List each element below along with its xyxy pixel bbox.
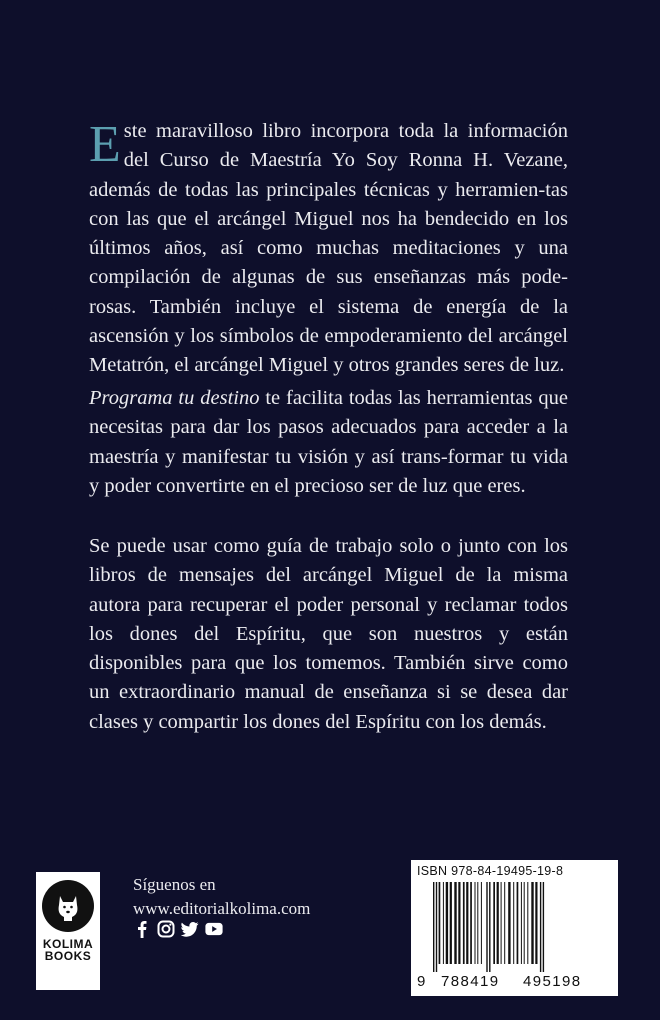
barcode-bar	[458, 882, 460, 964]
barcode-bar	[486, 882, 487, 972]
barcode-digits-right: 495198	[523, 973, 582, 990]
follow-us	[133, 873, 310, 921]
barcode-bar	[470, 882, 472, 964]
book-title-italic: Programa tu destino	[89, 387, 260, 409]
barcode-bar	[433, 882, 434, 972]
isbn-barcode	[411, 860, 618, 996]
barcode-bar	[477, 882, 478, 964]
barcode-bar	[517, 882, 519, 964]
barcode-bar	[466, 882, 468, 964]
paragraph-2-text: te facilita todas las herramientas que necesitas para dar los pasos adecuados para acceder a la maestría y manifestar tu visión y así trans-formar tu vida y poder convertirte en el precioso ser de luz que eres.	[89, 387, 568, 497]
follow-label: Síguenos en	[133, 875, 216, 894]
barcode-bar	[508, 882, 510, 964]
instagram-icon[interactable]	[157, 920, 175, 938]
barcode-bar	[513, 882, 514, 964]
barcode-digits-left: 788419	[441, 973, 500, 990]
barcode-bar	[521, 882, 522, 964]
barcode-bar	[535, 882, 537, 964]
logo-line-2: BOOKS	[44, 949, 92, 963]
barcode-bar	[454, 882, 456, 964]
facebook-icon[interactable]	[133, 920, 151, 938]
barcode-bar	[489, 882, 490, 972]
publisher-logo	[36, 872, 100, 990]
barcode-bar	[543, 882, 544, 972]
social-icons	[133, 920, 223, 938]
barcode-lead-digit: 9	[417, 973, 427, 990]
twitter-icon[interactable]	[181, 920, 199, 938]
barcode-bar	[531, 882, 533, 964]
barcode-bar	[443, 882, 444, 964]
dog-logo-icon	[42, 880, 94, 932]
barcode-bar	[527, 882, 528, 964]
barcode-bar	[501, 882, 502, 964]
barcode-bar	[450, 882, 452, 964]
barcode-bar	[504, 882, 505, 964]
description-paragraph-3	[89, 532, 568, 737]
website-link[interactable]: www.editorialkolima.com	[133, 899, 311, 918]
barcode-bar	[439, 882, 441, 964]
youtube-icon[interactable]	[205, 920, 223, 938]
barcode-bar	[497, 882, 499, 964]
barcode-bar	[524, 882, 525, 964]
barcode-bar	[446, 882, 448, 964]
description-paragraph-1	[89, 117, 568, 381]
barcode-bar	[493, 882, 495, 964]
barcode-bars	[419, 882, 611, 974]
barcode-bar	[540, 882, 541, 972]
barcode-bar	[481, 882, 482, 964]
paragraph-3-text: Se puede usar como guía de trabajo solo o junto con los libros de mensajes del arcángel Miguel de la misma autora para recuperar el poder personal y reclamar todos los dones del Espíritu, que son nuestros y están disponibles para que los tomemos. También sirve como un extraordinario manual de enseñanza si se desea dar clases y compartir los dones del Espíritu con los demás.	[89, 535, 568, 733]
description-paragraph-2	[89, 384, 568, 501]
paragraph-1-text: ste maravilloso libro incorpora toda la información del Curso de Maestría Yo Soy Ronna H. Vezane, además de todas las principales técnicas y herramien-tas con las que el arcángel Miguel nos ha bendecido en los últimos años, así como muchas meditaciones y una compilación de algunas de sus enseñanzas más pode-rosas. También incluye el sistema de energía de la ascensión y los símbolos de empoderamiento del arcángel Metatrón, el arcángel Miguel y otros grandes seres de luz.	[89, 120, 568, 377]
isbn-number: ISBN 978-84-19495-19-8	[417, 864, 564, 878]
drop-cap: E	[89, 116, 121, 173]
logo-line-1: KOLIMA	[42, 937, 94, 951]
barcode-bar	[475, 882, 476, 964]
barcode-bar	[463, 882, 465, 964]
barcode-bar	[436, 882, 437, 972]
